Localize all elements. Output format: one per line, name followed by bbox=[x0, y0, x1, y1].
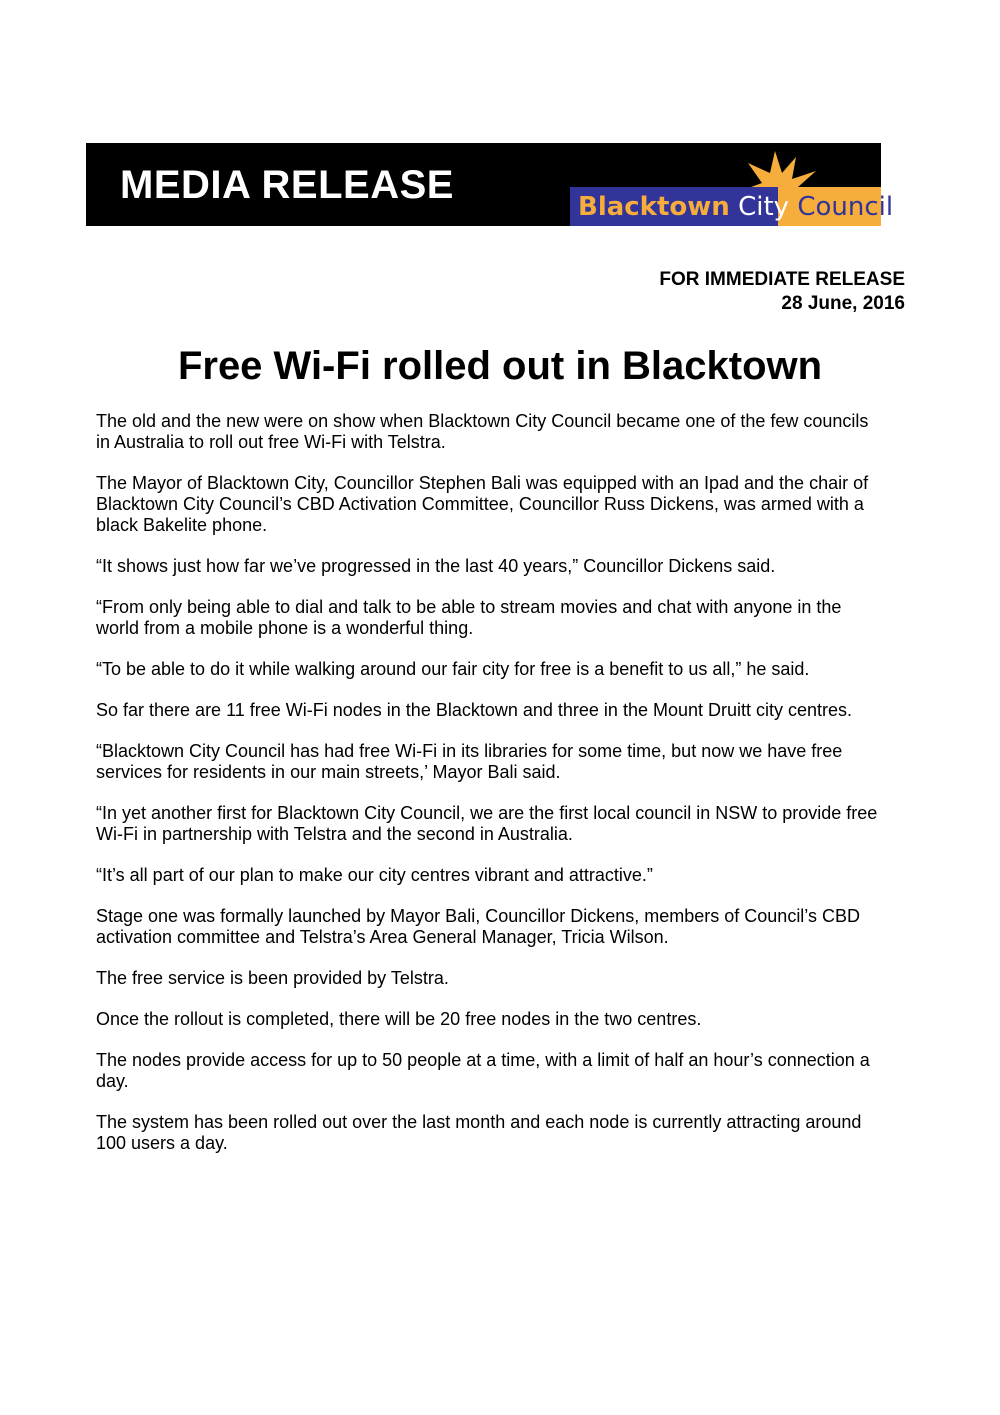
media-release-banner bbox=[86, 143, 894, 226]
release-info bbox=[659, 268, 905, 316]
paragraph: “From only being able to dial and talk to be able to stream movies and chat with anyone in the world from a mobile phone is a wonderful thing. bbox=[96, 597, 842, 638]
logo-word-blacktown: Blacktown bbox=[578, 192, 730, 222]
paragraph: “Blacktown City Council has had free Wi-Fi in its libraries for some time, but now we have free services for residents in our main streets,’ Mayor Bali said. bbox=[96, 741, 843, 782]
headline: Free Wi-Fi rolled out in Blacktown bbox=[177, 344, 823, 388]
paragraph: “To be able to do it while walking around our fair city for free is a benefit to us all,” he said. bbox=[96, 659, 810, 679]
article-body bbox=[96, 411, 916, 1174]
release-status: FOR IMMEDIATE RELEASE bbox=[659, 269, 905, 290]
logo-text bbox=[578, 192, 893, 222]
paragraph: Stage one was formally launched by Mayor Bali, Councillor Dickens, members of Council’s CBD activation committee and Telstra’s Area General Manager, Tricia Wilson. bbox=[96, 906, 860, 947]
logo-word-city: City bbox=[738, 192, 790, 222]
banner-title: MEDIA RELEASE bbox=[120, 163, 454, 207]
paragraph: Once the rollout is completed, there will be 20 free nodes in the two centres. bbox=[96, 1009, 702, 1029]
paragraph: “It shows just how far we’ve progressed in the last 40 years,” Councillor Dickens said. bbox=[96, 556, 776, 576]
paragraph: The Mayor of Blacktown City, Councillor Stephen Bali was equipped with an Ipad and the chair of Blacktown City Council’s CBD Activation Committee, Councillor Russ Dickens, was armed with a black Bakelite phone. bbox=[96, 473, 869, 535]
paragraph: So far there are 11 free Wi-Fi nodes in the Blacktown and three in the Mount Druitt city centres. bbox=[96, 700, 853, 720]
paragraph: “It’s all part of our plan to make our city centres vibrant and attractive.” bbox=[96, 865, 653, 885]
paragraph: “In yet another first for Blacktown City Council, we are the first local council in NSW to provide free Wi-Fi in partnership with Telstra and the second in Australia. bbox=[96, 803, 878, 844]
paragraph: The nodes provide access for up to 50 people at a time, with a limit of half an hour’s connection a day. bbox=[96, 1050, 870, 1091]
paragraph: The free service is been provided by Telstra. bbox=[96, 968, 449, 988]
logo-word-council: Council bbox=[797, 192, 894, 222]
release-date: 28 June, 2016 bbox=[781, 293, 905, 314]
paragraph: The old and the new were on show when Blacktown City Council became one of the few councils in Australia to roll out free Wi-Fi with Telstra. bbox=[96, 411, 869, 452]
blacktown-city-council-logo bbox=[570, 149, 894, 226]
paragraph: The system has been rolled out over the last month and each node is currently attracting around 100 users a day. bbox=[96, 1112, 862, 1153]
